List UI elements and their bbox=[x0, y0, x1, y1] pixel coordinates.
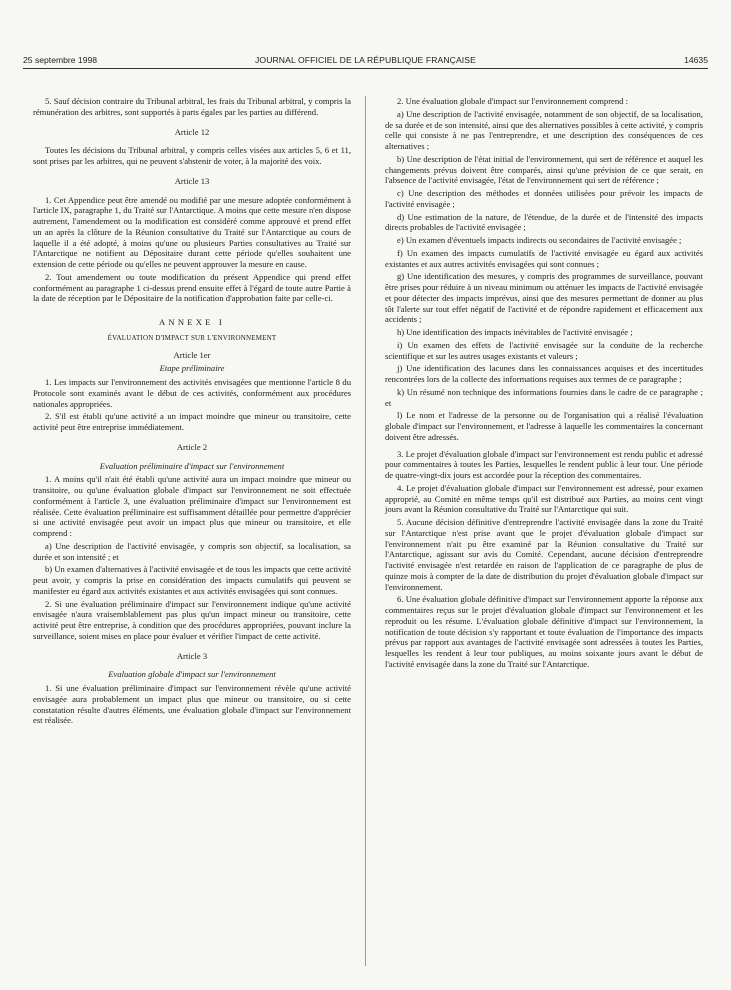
article-heading: Article 2 bbox=[176, 441, 208, 452]
annex-heading: ANNEXE I bbox=[159, 317, 225, 327]
paragraph: 4. Le projet d'évaluation globale d'impact sur l'environnement est adressé, pour examen approprié, au Comité en même temps qu'il est distribué aux Parties, au moins cent vingt jours avant la Réunion consultative du Traité sur l'Antarctique qui suit. bbox=[385, 482, 703, 515]
article-heading: Article 12 bbox=[174, 126, 210, 137]
paragraph: 6. Une évaluation globale définitive d'impact sur l'environnement apporte la réponse aux commentaires reçus sur le projet d'évaluation globale d'impact sur l'environnement et les reproduit ou les résume. L'évaluation globale définitive d'impact sur l'environnement, la notification de toute décision s'y rapportant et toute évaluation de l'importance des impacts prévus par rapport aux avantages de l'activité envisagée sont adressées à toutes les Parties, lesquelles les rendent à leur tour publiques, au moins soixante jours avant le début de l'activité envisagée dans la zone du Traité sur l'Antarctique. bbox=[385, 594, 703, 669]
list-item: b) Une description de l'état initial de l'environnement, qui sert de référence et auquel les changements prévus doivent être comparés, ainsi qu'une prévision de ce que serait, en l'absence de l'activité envisagée, l'état de l'environnement qui sert de référence ; bbox=[385, 153, 703, 186]
paragraph: a) Une description de l'activité envisagée, y compris son objectif, sa localisation, sa durée et son intensité ; et bbox=[33, 540, 351, 562]
article-title: Evaluation préliminaire d'impact sur l'environnement bbox=[99, 460, 285, 471]
list-item: f) Un examen des impacts cumulatifs de l'activité envisagée eu égard aux activités existantes et aux autres activités envisagées qui sont connues ; bbox=[385, 247, 703, 269]
list-item: l) Le nom et l'adresse de la personne ou de l'organisation qui a réalisé l'évaluation globale d'impact sur l'environnement, et l'adresse à laquelle les commentaires la concernant doivent être adressés. bbox=[385, 410, 703, 442]
paragraph: 1. Cet Appendice peut être amendé ou modifié par une mesure adoptée conformément à l'article IX, paragraphe 1, du Traité sur l'Antarctique. A moins que cette mesure n'en dispose autrement, l'amendement ou la modification est considéré comme approuvé et prend effet un an après la clôture de la Réunion consultative du Traité sur l'Antarctique au cours de laquelle il a été adopté, à moins qu'une ou plusieurs Parties consultatives au Traité sur l'Antarctique ne notifient au Dépositaire durant cette période qu'elles souhaitent une extension de cette période ou qu'elles ne peuvent approuver la mesure en cause. bbox=[33, 194, 351, 269]
paragraph: 2. S'il est établi qu'une activité a un impact moindre que mineur ou transitoire, cette activité peut être entreprise immédiatement. bbox=[33, 411, 351, 432]
article-heading: Article 1er bbox=[173, 349, 211, 360]
paragraph: 1. Si une évaluation préliminaire d'impact sur l'environnement révèle qu'une activité envisagée aura probablement un impact plus que mineur ou transitoire, ou si cette constatation résulte d'autres éléments, une évaluation globale d'impact sur l'environnement est réalisée. bbox=[33, 683, 351, 726]
paragraph: 2. Une évaluation globale d'impact sur l'environnement comprend : bbox=[397, 96, 629, 106]
article-title: Etape préliminaire bbox=[159, 363, 225, 374]
paragraph: 5. Sauf décision contraire du Tribunal arbitral, les frais du Tribunal arbitral, y compris la rémunération des arbitres, sont supportés à parts égales par les parties au différend. bbox=[33, 96, 351, 117]
list-item: i) Un examen des effets de l'activité envisagée sur la conduite de la recherche scientifique et sur les autres usages existants et valeurs ; bbox=[385, 339, 703, 361]
article-title: Evaluation globale d'impact sur l'environnement bbox=[108, 669, 276, 680]
list-item: d) Une estimation de la nature, de l'étendue, de la durée et de l'intensité des impacts directs probables de l'activité envisagée ; bbox=[385, 211, 703, 233]
list-item: k) Un résumé non technique des informations fournies dans le cadre de ce paragraphe ; et bbox=[385, 386, 703, 408]
publication-date: 25 septembre 1998 bbox=[23, 55, 98, 65]
left-column bbox=[33, 96, 351, 728]
paragraph: 1. A moins qu'il n'ait été établi qu'une activité aura un impact moindre que mineur ou transitoire, ou qu'une évaluation globale d'impact sur l'environnement ne soit effectuée conformément à l'article 3, une évaluation préliminaire d'impact sur l'environnement est réalisée. Cette évaluation préliminaire est suffisamment détaillée pour permettre d'apprécier si une activité envisagée peut avoir un impact plus que mineur ou transitoire, et elle comprend : bbox=[33, 474, 351, 538]
page-number: 14635 bbox=[684, 55, 708, 65]
list-item: j) Une identification des lacunes dans les connaissances acquises et des incertitudes rencontrées lors de la collecte des informations requises aux termes de ce paragraphe ; bbox=[385, 363, 703, 384]
list-item: a) Une description de l'activité envisagée, notamment de son objectif, de sa localisation, de sa durée et de son intensité, ainsi que des alternatives possibles à cette activité, y compris celle qui consiste à ne pas l'entreprendre, et une description des conséquences de ces alternatives ; bbox=[385, 108, 703, 151]
list-item: h) Une identification des impacts inévitables de l'activité envisagée ; bbox=[397, 327, 633, 337]
paragraph: 2. Si une évaluation préliminaire d'impact sur l'environnement indique qu'une activité envisagée n'aura vraisemblablement pas plus qu'un impact mineur ou transitoire, cette activité peut être entreprise, à condition que des procédures appropriées, pouvant inclure la surveillance, soient mises en place pour évaluer et vérifier l'impact de cette activité. bbox=[33, 598, 351, 641]
paragraph: b) Un examen d'alternatives à l'activité envisagée et de tous les impacts que cette activité peut avoir, y compris la prise en considération des impacts cumulatifs qui peuvent se manifester eu égard aux activités existantes et aux activités envisagées qui sont connues. bbox=[33, 564, 351, 596]
paragraph: 3. Le projet d'évaluation globale d'impact sur l'environnement est rendu public et adressé pour commentaires à toutes les Parties, lesquelles le rendent public à leur tour. Une période de quatre-vingt-dix jours est accordée pour la réception des commentaires. bbox=[385, 448, 703, 480]
annex-subtitle: ÉVALUATION D'IMPACT SUR L'ENVIRONNEMENT bbox=[107, 333, 277, 342]
list-item: c) Une description des méthodes et données utilisées pour prévoir les impacts de l'activité envisagée ; bbox=[385, 188, 703, 209]
paragraph: 1. Les impacts sur l'environnement des activités envisagées que mentionne l'article 8 du Protocole sont examinés avant le début de ces activités, conformément aux procédures nationales appropriées. bbox=[33, 377, 351, 409]
journal-title: JOURNAL OFFICIEL DE LA RÉPUBLIQUE FRANÇAISE bbox=[255, 55, 476, 65]
page-header bbox=[23, 53, 708, 67]
column-divider bbox=[365, 96, 366, 966]
paragraph: Toutes les décisions du Tribunal arbitral, y compris celles visées aux articles 5, 6 et 11, sont prises par les arbitres, qui ne peuvent s'abstenir de voter, à la majorité des voix. bbox=[33, 145, 351, 166]
list-item: g) Une identification des mesures, y compris des programmes de surveillance, pouvant être prises pour réduire à un niveau minimum ou atténuer les impacts de l'activité envisagée et pour détecter des impacts imprévus, ainsi que des mesures permettant de donner au plus tôt l'alerte sur tout effet négatif de l'activité et de répondre rapidement et efficacement aux accidents ; bbox=[385, 271, 703, 325]
right-column bbox=[385, 96, 703, 672]
header-rule bbox=[23, 68, 708, 69]
article-heading: Article 3 bbox=[176, 650, 208, 661]
paragraph: 5. Aucune décision définitive d'entreprendre l'activité envisagée dans la zone du Traité sur l'Antarctique n'est prise avant que le projet d'évaluation globale d'impact sur l'environnement n'ait pu être examiné par la Réunion consultative du Traité sur l'Antarctique, agissant sur avis du Comité. Cependant, aucune décision d'entreprendre l'activité envisagée n'est retardée en raison de l'application de ce paragraphe de plus de quinze mois à compter de la date de distribution du projet d'évaluation globale d'impact sur l'environnement. bbox=[385, 517, 703, 592]
paragraph: 2. Tout amendement ou toute modification du présent Appendice qui prend effet conformément au paragraphe 1 ci-dessus prend ensuite effet à l'égard de toute autre Partie à la date de réception par le Dépositaire de la notification d'approbation faite par celle-ci. bbox=[33, 271, 351, 304]
article-heading: Article 13 bbox=[174, 175, 210, 186]
list-item: e) Un examen d'éventuels impacts indirects ou secondaires de l'activité envisagée ; bbox=[397, 235, 682, 245]
